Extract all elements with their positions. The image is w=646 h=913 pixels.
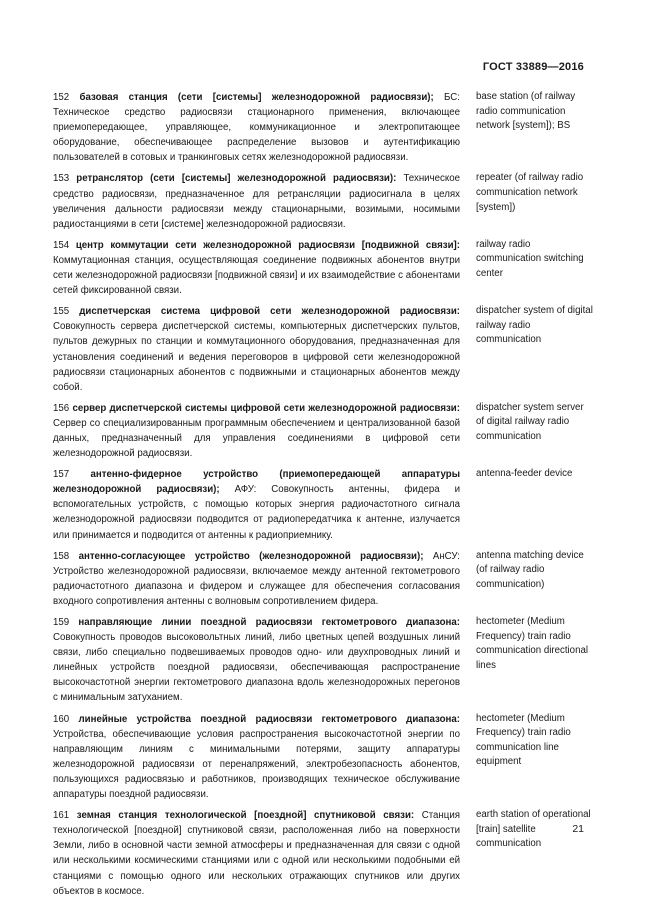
- term-entry: [53, 712, 594, 803]
- english-equivalent: hectometer (Medium Frequency) train radio communication directional lines: [476, 616, 588, 671]
- page-number: 21: [572, 823, 584, 835]
- term-number: 155: [53, 306, 70, 318]
- english-equivalent: earth station of operational [train] satellite communication: [476, 809, 591, 850]
- term-entry: [53, 467, 594, 542]
- russian-definition: [53, 401, 460, 461]
- term-number: 160: [53, 713, 70, 725]
- term-title: базовая станция (сети [системы] железнодорожной радиосвязи);: [79, 92, 434, 103]
- term-definition: АФУ: Совокупность антенны, фидера и вспомогательных устройств, с помощью которых энергия радиочастотного сигнала железнодорожной радиосвязи подводится от радиопередатчика к антенне, излучается или принимается и подводится от антенны к радиоприемнику.: [53, 484, 460, 541]
- document-header: ГОСТ 33889—2016: [482, 61, 584, 73]
- term-entry: [53, 171, 594, 231]
- term-definition: Устройства, обеспечивающие условия распространения высокочастотной энергии по направляющим линиям с минимальными потерями, защиту аппаратуры железнодорожной радиосвязи от перенапряжений, электробезопасность абонентов, пользующихся радиосвязью и работников, производящих техническое обслуживание аппаратуры поездной радиосвязи.: [53, 728, 460, 801]
- term-title: линейные устройства поездной радиосвязи гектометрового диапазона:: [78, 713, 460, 725]
- russian-definition: [53, 808, 460, 899]
- russian-definition: [53, 549, 460, 609]
- term-number: 158: [53, 550, 70, 562]
- term-entry: [53, 549, 594, 609]
- russian-definition: [53, 90, 460, 165]
- term-entry: [53, 90, 594, 165]
- term-definition: Сервер со специализированным программным обеспечением и централизованной базой данных, предназначенный для управления соединениями в цифровой сети железнодорожной радиосвязи.: [53, 417, 460, 460]
- term-title: антенно-фидерное устройство (приемопередающей аппаратуры железнодорожной радиосвязи);: [53, 469, 460, 496]
- term-title: земная станция технологической [поездной] спутниковой связи:: [76, 810, 415, 822]
- term-definition: Техническое средство радиосвязи, предназначенное для ретрансляции радиосигнала в целях увеличения дальности радиосвязи между стационарными, возимыми, носимыми радиостанциями в сети [системе] железнодорожной радиосвязи.: [53, 173, 460, 230]
- term-title: диспетчерская система цифровой сети железнодорожной радиосвязи:: [79, 306, 460, 318]
- english-equivalent: railway radio communication switching center: [476, 238, 584, 280]
- term-definition: Совокупность сервера диспетчерской системы, компьютерных диспетчерских пультов, пультов дежурных по станции и коммутационного оборудования, предназначенная для установления соединений и ведения переговоров в цифровой сети железнодорожной радиосвязи стационарных абонентов с подвижными и стационарных абонентов между собой.: [53, 321, 460, 393]
- term-number: 161: [53, 810, 70, 822]
- term-title: центр коммутации сети железнодорожной радиосвязи [подвижной связи]:: [75, 239, 460, 251]
- term-title: сервер диспетчерской системы цифровой сети железнодорожной радиосвязи:: [72, 402, 460, 414]
- term-title: ретранслятор (сети [системы] железнодорожной радиосвязи):: [76, 173, 397, 185]
- term-title: направляющие линии поездной радиосвязи гектометрового диапазона:: [78, 617, 460, 628]
- term-number: 157: [53, 469, 70, 481]
- russian-definition: [53, 171, 460, 231]
- term-number: 154: [53, 239, 70, 251]
- english-equivalent: dispatcher system server of digital railway radio communication: [476, 401, 584, 442]
- term-entry: [53, 238, 594, 298]
- russian-definition: [53, 615, 460, 706]
- term-definition: Коммутационная станция, осуществляющая соединение подвижных абонентов внутри сети железнодорожной радиосвязи [подвижной связи] и их взаимодействие с абонентами сетей фиксированной связи.: [53, 254, 460, 297]
- term-entry: [53, 401, 594, 461]
- term-number: 152: [53, 92, 70, 103]
- term-entry: [53, 615, 594, 706]
- terms-list: [53, 90, 594, 905]
- russian-definition: [53, 238, 460, 298]
- term-number: 159: [53, 617, 70, 628]
- english-equivalent: hectometer (Medium Frequency) train radio communication line equipment: [476, 712, 571, 768]
- russian-definition: [53, 304, 460, 395]
- term-entry: [53, 808, 594, 899]
- english-equivalent: dispatcher system of digital railway radio communication: [476, 305, 593, 346]
- english-equivalent: base station (of railway radio communication network [system]); BS: [476, 91, 576, 132]
- term-entry: [53, 304, 594, 395]
- english-equivalent: antenna matching device (of railway radio communication): [476, 549, 584, 590]
- term-definition: Станция технологической [поездной] спутниковой связи, расположенная либо на поверхности Земли, либо в основной части земной атмосферы и предназначенная для связи с одной или несколькими космическими станциями или с одной или несколькими подобными ей станциями с помощью одного или нескольких отражающих спутников или других объектов в космосе.: [53, 810, 460, 897]
- russian-definition: [53, 467, 460, 542]
- english-equivalent: antenna-feeder device: [476, 468, 573, 480]
- term-definition: АнСУ: Устройство железнодорожной радиосвязи, включаемое между антенной гектометрового радиочастотного диапазона и фидером и служащее для обеспечения согласования входного сопротивления антенны с волновым сопротивлением фидера.: [53, 550, 460, 607]
- term-number: 156: [53, 402, 70, 414]
- term-number: 153: [53, 173, 70, 185]
- russian-definition: [53, 712, 460, 803]
- term-definition: БС: Техническое средство радиосвязи стационарного применения, включающее приемопередающее, управляющее, коммуникационное и электропитающее оборудование, обеспечивающее распределение вызовов и аутентификацию пользователей в сотовых и транкинговых сетях железнодорожной радиосвязи.: [53, 92, 460, 164]
- term-title: антенно-согласующее устройство (железнодорожной радиосвязи);: [78, 550, 424, 562]
- english-equivalent: repeater (of railway radio communication network [system]): [476, 172, 584, 213]
- term-definition: Совокупность проводов высоковольтных линий, либо цветных цепей воздушных линий связи, либо специально подвешиваемых проводов одно- или двухпроводных линий и линейных устройств поездной радиосвязи, обеспечивающая распространение высокочастотной энергии гектометрового диапазона вдоль железнодорожных перегонов с минимальным затуханием.: [53, 632, 460, 704]
